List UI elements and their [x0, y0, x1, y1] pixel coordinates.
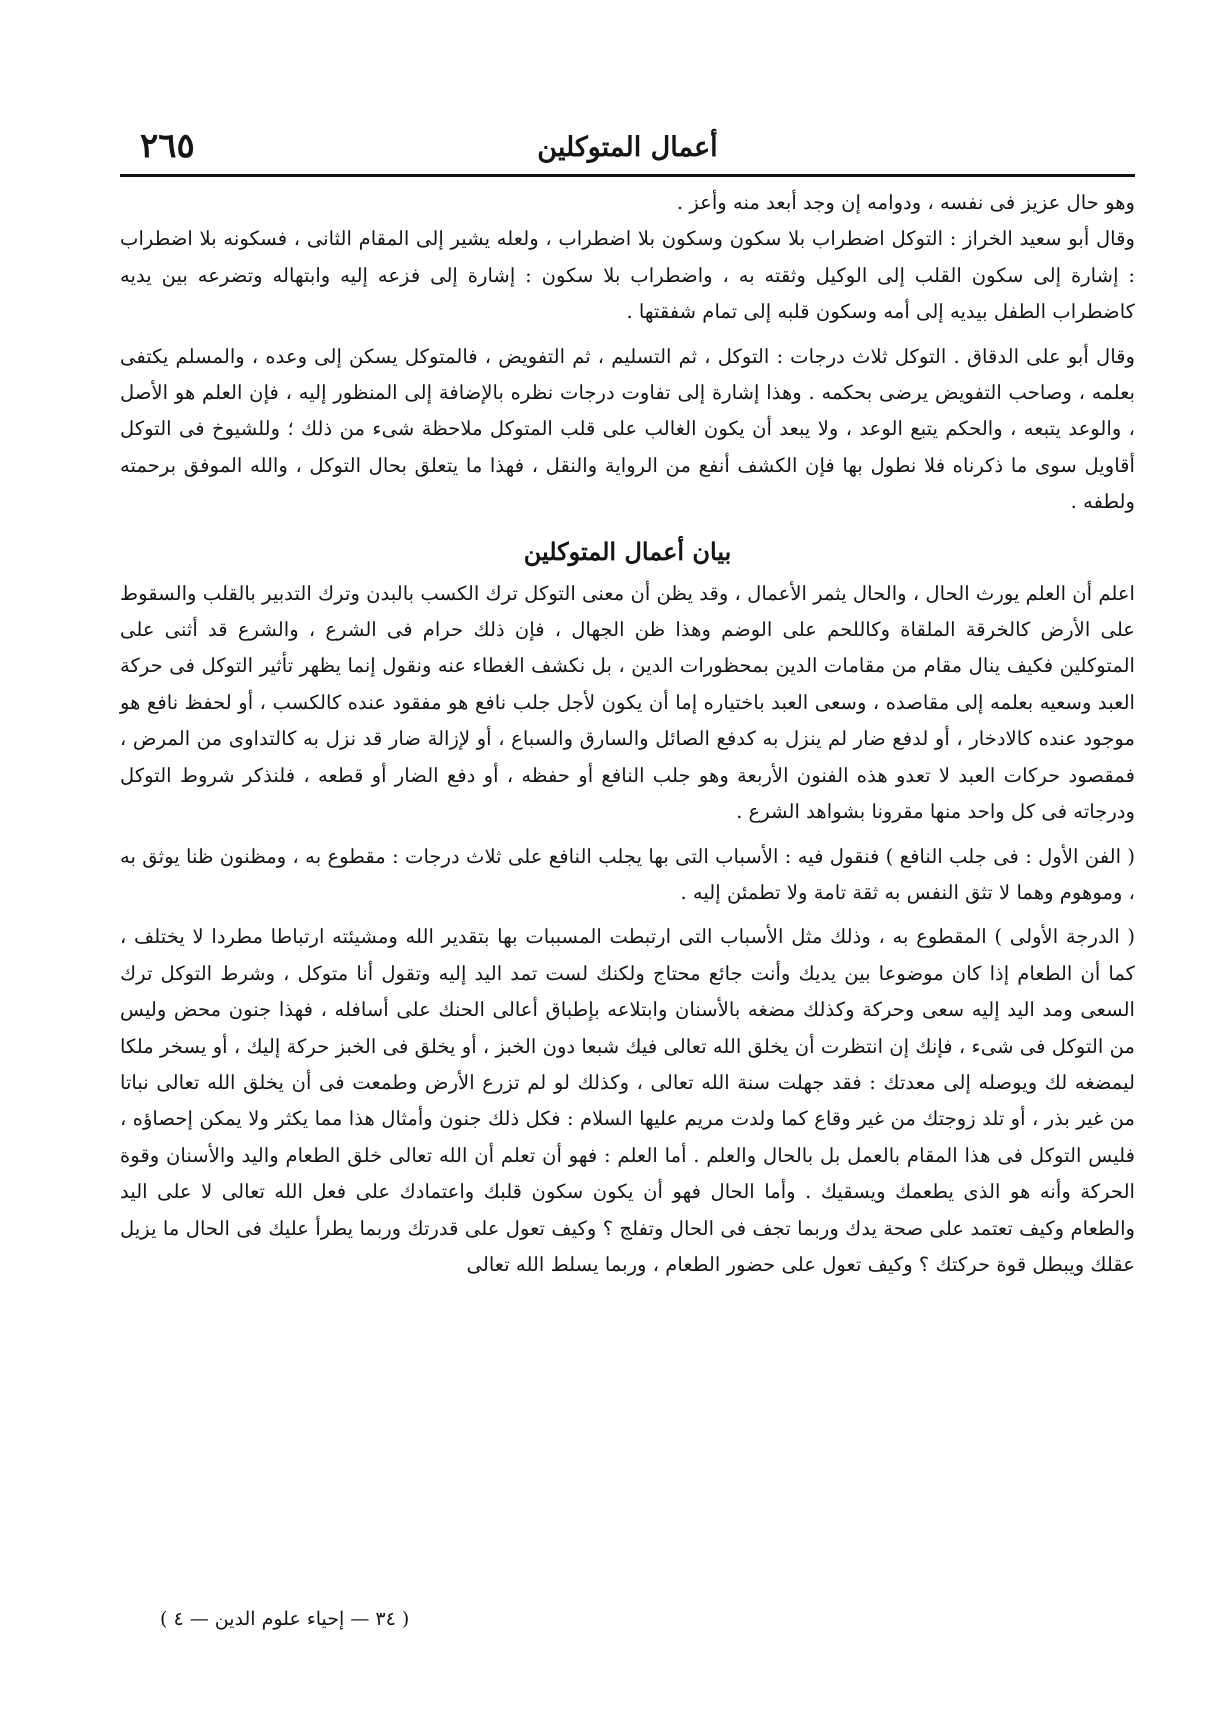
paragraph: وقال أبو سعيد الخراز : التوكل اضطراب بلا سكون وسكون بلا اضطراب ، ولعله يشير إلى المقام الثانى ، فسكونه بلا اضطراب : إشارة إلى سكون القلب إلى الوكيل وثقته به ، واضطراب بلا سكون : إشارة إلى فزعه إليه وابتهاله وتضرعه بين يديه كاضطراب الطفل بيديه إلى أمه وسكون قلبه إلى تمام شفقتها .: [120, 227, 1135, 324]
page-header: [120, 118, 1135, 177]
paragraph: وقال أبو على الدقاق . التوكل ثلاث درجات : التوكل ، ثم التسليم ، ثم التفويض ، فالمتوكل يسكن إلى وعده ، والمسلم يكتفى بعلمه ، وصاحب التفويض يرضى بحكمه . وهذا إشارة إلى تفاوت درجات نظره بالإضافة إلى المنظور إليه ، فإن العلم هو الأصل ، والوعد يتبعه ، والحكم يتبع الوعد ، ولا يبعد أن يكون الغالب على قلب المتوكل ملاحظة شىء من ذلك ؛ وللشيوخ فى التوكل أقاويل سوى ما ذكرناه فلا نطول بها فإن الكشف أنفع من الرواية والنقل ، فهذا ما يتعلق بحال التوكل ، والله الموفق برحمته ولطفه .: [120, 344, 1135, 514]
paragraph: ( الدرجة الأولى ) المقطوع به ، وذلك مثل الأسباب التى ارتبطت المسببات بها بتقدير الله ومشيئته ارتباطا مطردا لا يختلف ، كما أن الطعام إذا كان موضوعا بين يديك وأنت جائع محتاج ولكنك لست تمد اليد إليه وتقول أنا متوكل ، وشرط التوكل ترك السعى ومد اليد إليه سعى وحركة وكذلك مضغه بالأسنان وابتلاعه بإطباق أعالى الحنك على أسافله ، فهذا جنون محض وليس من التوكل فى شىء ، فإنك إن انتظرت أن يخلق الله تعالى فيك شبعا دون الخبز ، أو يخلق فى الخبز حركة إليك ، أو يسخر ملكا ليمضغه لك ويوصله إلى معدتك : فقد جهلت سنة الله تعالى ، وكذلك لو لم تزرع الأرض وطمعت فى أن يخلق الله تعالى نباتا من غير بذر ، أو تلد زوجتك من غير وقاع كما ولدت مريم عليها السلام : فكل ذلك جنون وأمثال هذا مما يكثر ولا يمكن إحصاؤه ، فليس التوكل فى هذا المقام بالعمل بل بالحال والعلم . أما العلم : فهو أن تعلم أن الله تعالى خلق الطعام واليد والأسنان وقوة الحركة وأنه هو الذى يطعمك ويسقيك . وأما الحال فهو أن يكون سكون قلبك واعتمادك على فعل الله تعالى لا على اليد والطعام وكيف تعتمد على صحة يدك وربما تجف فى الحال وتفلج ؟ وكيف تعول على قدرتك وربما يطرأ عليك فى الحال ما يزيل عقلك ويبطل قوة حركتك ؟ وكيف تعول على حضور الطعام ، وربما يسلط الله تعالى: [120, 925, 1136, 1276]
paragraph: ( الفن الأول : فى جلب النافع ) فنقول فيه : الأسباب التى بها يجلب النافع على ثلاث درجات : مقطوع به ، ومظنون ظنا يوثق به ، وموهوم وهما لا تثق النفس به ثقة تامة ولا تطمئن إليه .: [120, 844, 1135, 904]
footer-reference: ( ٣٤ — إحياء علوم الدين — ٤ ): [160, 1608, 410, 1630]
running-title: أعمال المتوكلين: [537, 132, 718, 163]
paragraph: وهو حال عزيز فى نفسه ، ودوامه إن وجد أبعد منه وأعز .: [676, 191, 1135, 214]
page-body: [120, 177, 1135, 1283]
page-number: ٢٦٥: [140, 126, 195, 166]
document-page: [120, 118, 1135, 1643]
paragraph: اعلم أن العلم يورث الحال ، والحال يثمر الأعمال ، وقد يظن أن معنى التوكل ترك الكسب بالبدن وترك التدبير بالقلب والسقوط على الأرض كالخرقة الملقاة وكاللحم على الوضم وهذا ظن الجهال ، فإن ذلك حرام فى الشرع ، والشرع قد أثنى على المتوكلين فكيف ينال مقام من مقامات الدين بمحظورات الدين ، بل نكشف الغطاء عنه ونقول إنما يظهر تأثير التوكل فى حركة العبد وسعيه بعلمه إلى مقاصده ، وسعى العبد باختياره إما أن يكون لأجل جلب نافع هو مفقود عنده كالكسب ، أو لحفظ نافع هو موجود عنده كالادخار ، أو لدفع ضار لم ينزل به كدفع الصائل والسارق والسباع ، أو لإزالة ضار قد نزل به كالتداوى من المرض ، فمقصود حركات العبد لا تعدو هذه الفنون الأربعة وهو جلب النافع أو حفظه ، أو دفع الضار أو قطعه ، فلنذكر شروط التوكل ودرجاته فى كل واحد منها مقرونا بشواهد الشرع .: [120, 581, 1135, 824]
section-heading: بيان أعمال المتوكلين: [523, 536, 732, 566]
